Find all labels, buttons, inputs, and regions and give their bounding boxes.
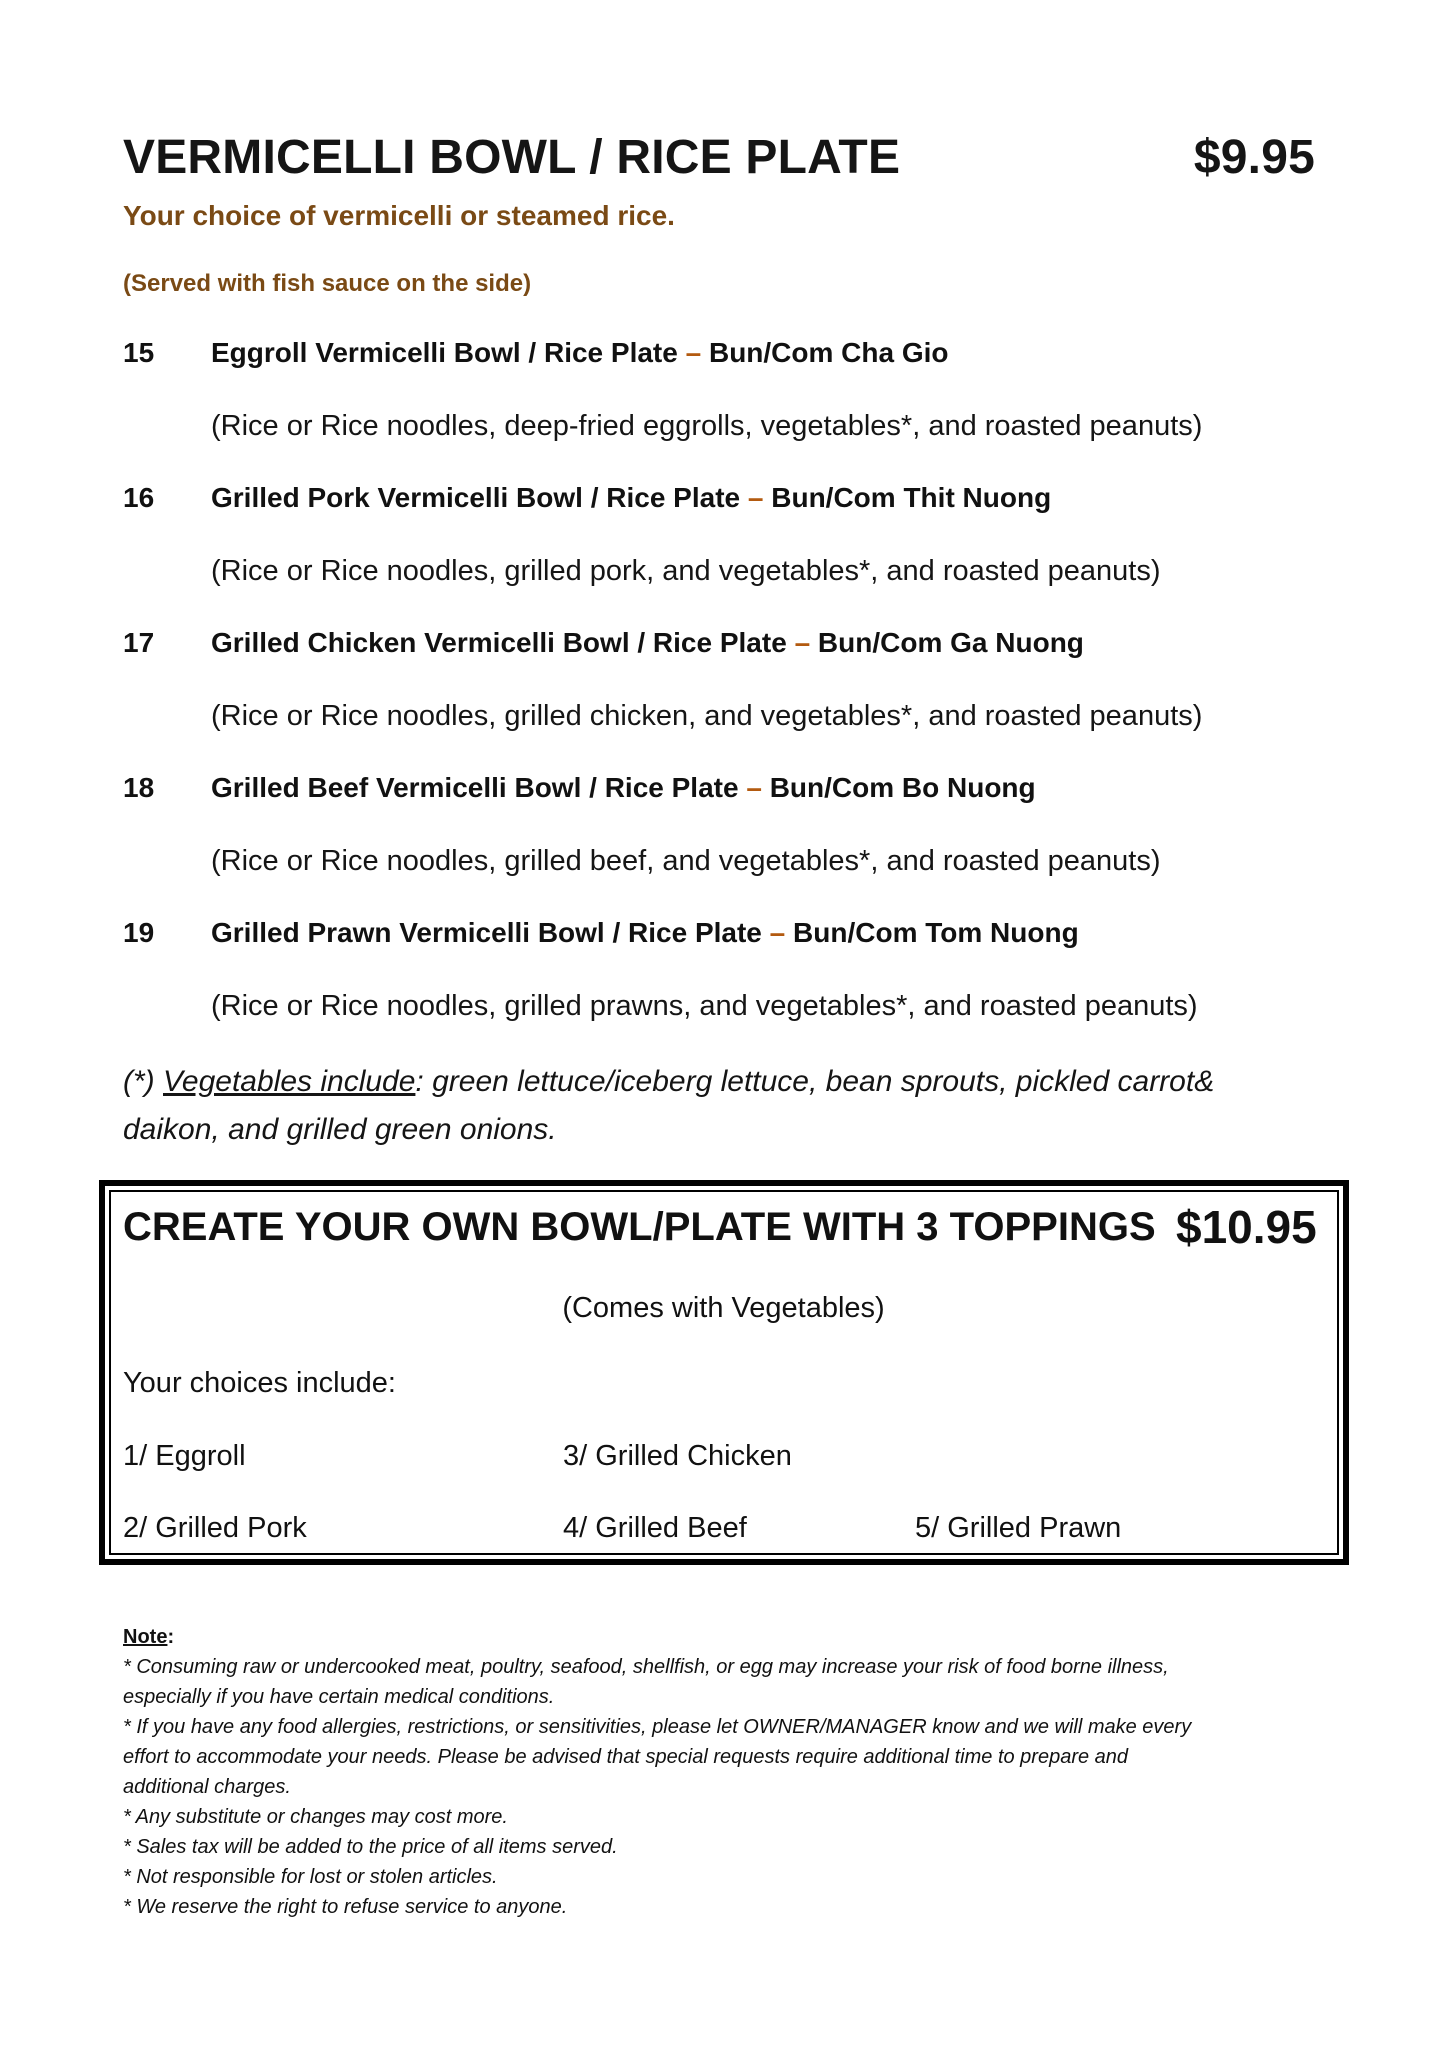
note-line: * If you have any food allergies, restrictions, or sensitivities, please let OWNER/MANAGER know and we will make every — [123, 1716, 1192, 1738]
vegetables-note — [123, 1058, 1303, 1154]
item-name-en: Grilled Beef Vermicelli Bowl / Rice Plate — [211, 772, 739, 803]
vegetables-note-prefix: (*) — [123, 1065, 163, 1098]
item-name — [211, 772, 1036, 804]
notes-header — [123, 1622, 1333, 1652]
note-line: * Any substitute or changes may cost more. — [123, 1806, 508, 1828]
item-number: 16 — [123, 482, 155, 513]
item-name-en: Grilled Pork Vermicelli Bowl / Rice Plate — [211, 482, 741, 513]
note-line: effort to accommodate your needs. Please be advised that special requests require additional time to prepare and — [123, 1746, 1129, 1768]
item-dash: – — [746, 772, 762, 803]
choice-item: 5/ Grilled Prawn — [915, 1512, 1122, 1544]
create-your-own-price: $10.95 — [1176, 1201, 1317, 1253]
note-line: * Consuming raw or undercooked meat, poultry, seafood, shellfish, or egg may increase your risk of food borne illness, — [123, 1656, 1169, 1678]
section-price: $9.95 — [1193, 131, 1315, 184]
item-name-viet: Bun/Com Cha Gio — [708, 337, 949, 368]
item-name-viet: Bun/Com Tom Nuong — [793, 917, 1079, 948]
choice-item: 4/ Grilled Beef — [563, 1512, 747, 1544]
item-dash: – — [794, 627, 811, 658]
note-line: * Sales tax will be added to the price of all items served. — [123, 1836, 618, 1858]
item-name — [211, 482, 1051, 514]
vegetables-note-text: : green lettuce/iceberg lettuce, bean sprouts, pickled carrot& daikon, and grilled green onions. — [123, 1065, 1215, 1146]
item-dash: – — [685, 337, 702, 368]
create-your-own-title: CREATE YOUR OWN BOWL/PLATE WITH 3 TOPPINGS — [123, 1205, 1156, 1249]
item-name-en: Grilled Prawn Vermicelli Bowl / Rice Plate — [211, 917, 762, 948]
notes-header-label: Note — [123, 1626, 168, 1648]
item-description: (Rice or Rice noodles, grilled beef, and vegetables*, and roasted peanuts) — [211, 845, 1161, 877]
item-name-en: Grilled Chicken Vermicelli Bowl / Rice Plate — [211, 627, 787, 658]
item-number: 19 — [123, 917, 155, 948]
choice-item: 1/ Eggroll — [123, 1440, 246, 1472]
item-description: (Rice or Rice noodles, grilled chicken, and vegetables*, and roasted peanuts) — [211, 700, 1203, 732]
create-your-own-subtitle: (Comes with Vegetables) — [562, 1292, 885, 1324]
notes-header-colon: : — [167, 1626, 175, 1648]
note-line: additional charges. — [123, 1776, 291, 1798]
notes-section — [123, 1622, 1333, 1922]
item-description: (Rice or Rice noodles, grilled pork, and vegetables*, and roasted peanuts) — [211, 555, 1161, 587]
item-name-viet: Bun/Com Ga Nuong — [817, 627, 1084, 658]
choice-item: 3/ Grilled Chicken — [563, 1440, 792, 1472]
item-name — [211, 917, 1079, 949]
item-description: (Rice or Rice noodles, grilled prawns, and vegetables*, and roasted peanuts) — [211, 990, 1198, 1022]
section-title-text: VERMICELLI BOWL / RICE PLATE — [123, 131, 901, 184]
item-number: 15 — [123, 337, 155, 368]
choice-item: 2/ Grilled Pork — [123, 1512, 307, 1544]
item-name — [211, 337, 949, 369]
item-number: 17 — [123, 627, 155, 658]
section-subtitle: Your choice of vermicelli or steamed rice. — [123, 200, 675, 231]
item-dash: – — [747, 482, 764, 513]
item-number: 18 — [123, 772, 155, 803]
note-line: * We reserve the right to refuse service to anyone. — [123, 1896, 568, 1918]
item-name-en: Eggroll Vermicelli Bowl / Rice Plate — [211, 337, 678, 368]
vegetables-note-label: Vegetables include — [163, 1065, 416, 1098]
item-description: (Rice or Rice noodles, deep-fried eggrolls, vegetables*, and roasted peanuts) — [211, 410, 1203, 442]
note-line: * Not responsible for lost or stolen articles. — [123, 1866, 498, 1888]
item-dash: – — [769, 917, 786, 948]
choices-label: Your choices include: — [123, 1367, 396, 1399]
section-title — [123, 130, 1323, 185]
served-note: (Served with fish sauce on the side) — [123, 270, 532, 297]
note-line: especially if you have certain medical conditions. — [123, 1686, 555, 1708]
item-name-viet: Bun/Com Thit Nuong — [771, 482, 1052, 513]
item-name-viet: Bun/Com Bo Nuong — [769, 772, 1036, 803]
item-name — [211, 627, 1084, 659]
